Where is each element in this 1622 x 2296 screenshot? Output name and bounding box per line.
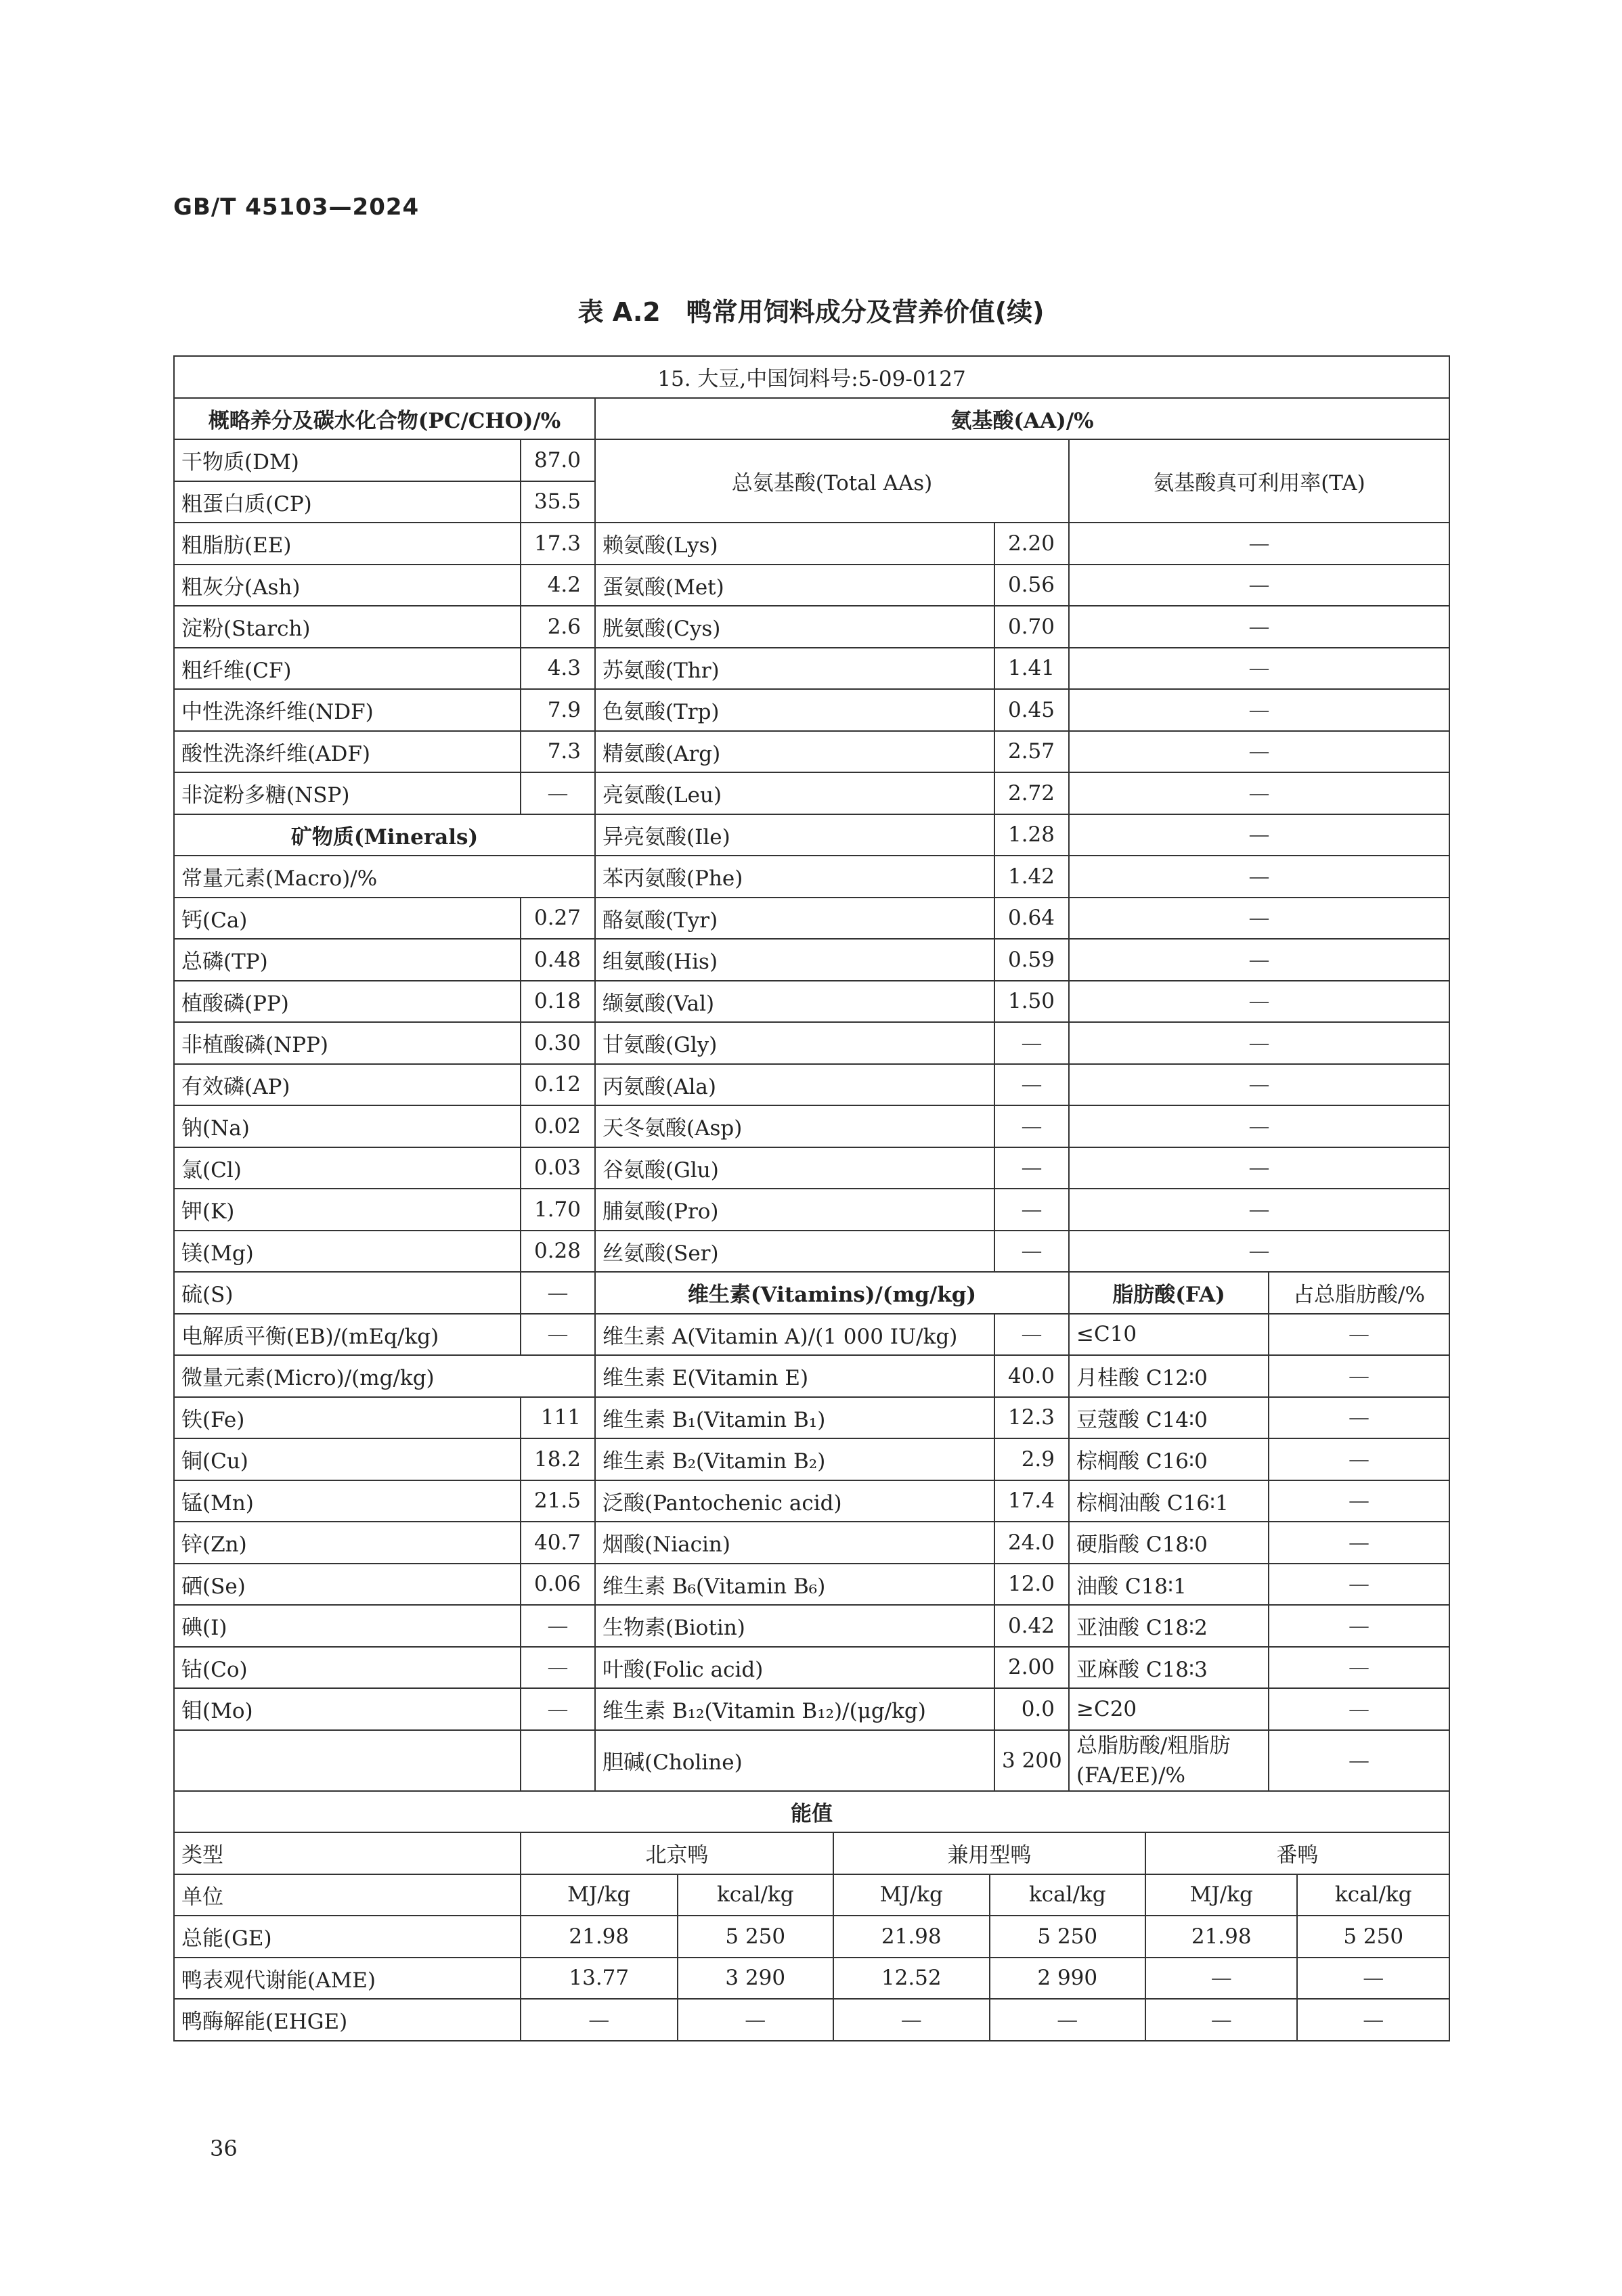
amino-acid-value: 0.64 (994, 898, 1069, 940)
energy-value: 21.98 (833, 1916, 990, 1957)
energy-type-group (521, 1832, 1449, 1874)
mineral-value: 21.5 (521, 1480, 595, 1522)
cp-value: 35.5 (521, 481, 595, 523)
fatty-acid-value: — (1269, 1397, 1449, 1439)
ta-value: — (1069, 523, 1449, 565)
fatty-acid-label: 硬脂酸 C18∶0 (1069, 1522, 1269, 1564)
ta-value: — (1069, 606, 1449, 648)
vitamin-label: 维生素 B₁₂(Vitamin B₁₂)/(μg/kg) (595, 1688, 994, 1730)
table-row (174, 1105, 1449, 1147)
amino-acid-label: 苏氨酸(Thr) (595, 648, 994, 690)
table-row (174, 1647, 1449, 1689)
table-row (174, 1355, 1449, 1397)
mineral-label: 碘(I) (174, 1605, 521, 1647)
duck-type-beijing: 北京鸭 (645, 1843, 709, 1868)
amino-acid-value: 0.59 (994, 939, 1069, 981)
table-row (174, 981, 1449, 1023)
feed-title: 15. 大豆,中国饲料号:5-09-0127 (174, 356, 1449, 398)
amino-acid-label: 色氨酸(Trp) (595, 689, 994, 731)
energy-value: — (588, 2007, 610, 2032)
nutrient-label: 非淀粉多糖(NSP) (174, 772, 521, 814)
fatty-acid-value: — (1269, 1730, 1449, 1791)
nutrient-label: 淀粉(Starch) (174, 606, 521, 648)
nutrient-value: 17.3 (521, 523, 595, 565)
energy-header: 能值 (174, 1791, 1449, 1833)
energy-value: — (1145, 1958, 1297, 1999)
mineral-label: 植酸磷(PP) (174, 981, 521, 1023)
table-row (174, 606, 1449, 648)
vitamin-label: 生物素(Biotin) (595, 1605, 994, 1647)
nutrient-value: — (521, 772, 595, 814)
fatty-acid-value: — (1269, 1522, 1449, 1564)
energy-row-label: 鸭表观代谢能(AME) (174, 1958, 521, 2000)
ta-value: — (1069, 1189, 1449, 1231)
vitamin-value: 2.00 (994, 1647, 1069, 1689)
amino-acid-value: 1.28 (994, 814, 1069, 856)
mineral-label: 硒(Se) (174, 1564, 521, 1606)
unit-cell: MJ/kg (833, 1875, 990, 1916)
mineral-label: 铁(Fe) (174, 1397, 521, 1439)
minerals-header: 矿物质(Minerals) (174, 814, 595, 856)
table-row (174, 1522, 1449, 1564)
table-row (174, 1916, 1449, 1958)
mineral-value: — (521, 1647, 595, 1689)
nutrient-label: 中性洗涤纤维(NDF) (174, 689, 521, 731)
energy-value: 12.52 (833, 1958, 990, 1999)
amino-acid-label: 胱氨酸(Cys) (595, 606, 994, 648)
amino-acid-label: 亮氨酸(Leu) (595, 772, 994, 814)
amino-acid-value: — (994, 1189, 1069, 1231)
unit-label: 单位 (174, 1874, 521, 1916)
amino-acid-label: 丝氨酸(Ser) (595, 1231, 994, 1273)
nutrient-label: 粗纤维(CF) (174, 648, 521, 690)
amino-acid-value: 1.50 (994, 981, 1069, 1023)
mineral-value: — (521, 1272, 595, 1314)
nutrient-value: 2.6 (521, 606, 595, 648)
vitamin-value: — (994, 1314, 1069, 1356)
table-row (174, 1874, 1449, 1916)
mineral-value: 0.12 (521, 1064, 595, 1106)
mineral-label: 钴(Co) (174, 1647, 521, 1689)
table-row (174, 1688, 1449, 1730)
table-row (174, 814, 1449, 856)
mineral-value: 0.30 (521, 1022, 595, 1064)
amino-acid-value: 0.56 (994, 565, 1069, 606)
table-row (174, 772, 1449, 814)
unit-cell: kcal/kg (678, 1875, 834, 1916)
vitamin-label: 烟酸(Niacin) (595, 1522, 994, 1564)
vitamin-label: 维生素 B₂(Vitamin B₂) (595, 1438, 994, 1480)
fatty-acid-label: ≤C10 (1069, 1314, 1269, 1356)
amino-acid-label: 天冬氨酸(Asp) (595, 1105, 994, 1147)
vitamin-value: 2.9 (994, 1438, 1069, 1480)
mineral-label: 钠(Na) (174, 1105, 521, 1147)
nutrient-value: 4.3 (521, 648, 595, 690)
table-row (174, 1314, 1449, 1356)
amino-acid-label: 精氨酸(Arg) (595, 731, 994, 773)
nutrient-value: 7.9 (521, 689, 595, 731)
fatty-acid-value: — (1269, 1480, 1449, 1522)
amino-acid-value: 2.72 (994, 772, 1069, 814)
fatty-acid-label: ≥C20 (1069, 1688, 1269, 1730)
ta-value: — (1069, 648, 1449, 690)
energy-row-label: 总能(GE) (174, 1916, 521, 1958)
energy-value: — (678, 2000, 834, 2040)
amino-acid-value: 2.20 (994, 523, 1069, 565)
energy-values (521, 1958, 1449, 2000)
vitamins-header: 维生素(Vitamins)/(mg/kg) (595, 1272, 1069, 1314)
ta-value: — (1069, 856, 1449, 898)
mineral-value: 40.7 (521, 1522, 595, 1564)
mineral-label: 非植酸磷(NPP) (174, 1022, 521, 1064)
total-aa-header: 总氨基酸(Total AAs) (595, 439, 1069, 523)
amino-acid-value: 0.70 (994, 606, 1069, 648)
duck-type-dual: 兼用型鸭 (833, 1833, 1145, 1874)
amino-acid-label: 苯丙氨酸(Phe) (595, 856, 994, 898)
ta-value: — (1069, 898, 1449, 940)
mineral-label: 有效磷(AP) (174, 1064, 521, 1106)
fatty-acid-value: — (1269, 1438, 1449, 1480)
table-row (174, 1832, 1449, 1874)
pc-header: 概略养分及碳水化合物(PC/CHO)/% (174, 398, 595, 440)
amino-acid-label: 甘氨酸(Gly) (595, 1022, 994, 1064)
vitamin-label: 维生素 B₆(Vitamin B₆) (595, 1564, 994, 1606)
duck-type-muscovy: 番鸭 (1145, 1833, 1449, 1874)
ta-value: — (1069, 939, 1449, 981)
energy-value: — (1297, 2000, 1449, 2040)
amino-acid-label: 脯氨酸(Pro) (595, 1189, 994, 1231)
fatty-acid-label: 棕榈油酸 C16∶1 (1069, 1480, 1269, 1522)
fatty-acid-value: — (1269, 1314, 1449, 1356)
amino-acid-label: 丙氨酸(Ala) (595, 1064, 994, 1106)
amino-acid-value: 1.42 (994, 856, 1069, 898)
table-row (174, 731, 1449, 773)
vitamin-label: 维生素 A(Vitamin A)/(1 000 IU/kg) (595, 1314, 994, 1356)
mineral-value: 0.18 (521, 981, 595, 1023)
mineral-label: 钼(Mo) (174, 1688, 521, 1730)
table-row (174, 1397, 1449, 1439)
aa-header: 氨基酸(AA)/% (595, 398, 1449, 440)
vitamin-value: 3 200 (994, 1730, 1069, 1791)
fa-pct-header: 占总脂肪酸/% (1269, 1272, 1449, 1314)
energy-value: 21.98 (569, 1924, 630, 1949)
fatty-acid-value: — (1269, 1564, 1449, 1606)
mineral-value: 1.70 (521, 1189, 595, 1231)
fatty-acid-label: 豆蔻酸 C14∶0 (1069, 1397, 1269, 1439)
amino-acid-label: 谷氨酸(Glu) (595, 1147, 994, 1189)
ta-value: — (1069, 1147, 1449, 1189)
energy-value: 5 250 (1297, 1916, 1449, 1957)
mineral-label: 钾(K) (174, 1189, 521, 1231)
mineral-value: 0.28 (521, 1231, 595, 1273)
macro-header: 常量元素(Macro)/% (174, 856, 595, 898)
cp-label: 粗蛋白质(CP) (174, 481, 521, 523)
vitamin-value: 24.0 (994, 1522, 1069, 1564)
energy-value: — (1145, 2000, 1297, 2040)
table-row (174, 939, 1449, 981)
fatty-acid-value: — (1269, 1647, 1449, 1689)
mineral-label: 总磷(TP) (174, 939, 521, 981)
nutrient-value: 7.3 (521, 731, 595, 773)
amino-acid-value: — (994, 1105, 1069, 1147)
amino-acid-label: 异亮氨酸(Ile) (595, 814, 994, 856)
mineral-value: 18.2 (521, 1438, 595, 1480)
mineral-label: 钙(Ca) (174, 898, 521, 940)
page-number: 36 (210, 2136, 238, 2161)
table-title: 表 A.2 鸭常用饲料成分及营养价值(续) (577, 297, 1045, 327)
ta-value: — (1069, 1064, 1449, 1106)
table-row (174, 1272, 1449, 1314)
mineral-value: — (521, 1688, 595, 1730)
eb-value: — (521, 1314, 595, 1356)
empty-cell (174, 1730, 521, 1791)
unit-cell: MJ/kg (1145, 1875, 1297, 1916)
amino-acid-value: 0.45 (994, 689, 1069, 731)
table-row (174, 1480, 1449, 1522)
fatty-acid-label: 总脂肪酸/粗脂肪(FA/EE)/% (1069, 1730, 1269, 1791)
mineral-value: — (521, 1605, 595, 1647)
table-row (174, 1564, 1449, 1606)
amino-acid-value: — (994, 1147, 1069, 1189)
fatty-acid-label: 亚麻酸 C18∶3 (1069, 1647, 1269, 1689)
amino-acid-label: 蛋氨酸(Met) (595, 565, 994, 606)
vitamin-label: 胆碱(Choline) (595, 1730, 994, 1791)
eb-label: 电解质平衡(EB)/(mEq/kg) (174, 1314, 521, 1356)
energy-value: 3 290 (678, 1958, 834, 1999)
table-row (174, 1958, 1449, 2000)
amino-acid-value: 2.57 (994, 731, 1069, 773)
vitamin-label: 泛酸(Pantochenic acid) (595, 1480, 994, 1522)
unit-group (521, 1874, 1449, 1916)
mineral-value: 0.06 (521, 1564, 595, 1606)
vitamin-label: 维生素 B₁(Vitamin B₁) (595, 1397, 994, 1439)
ta-value: — (1069, 1022, 1449, 1064)
ta-value: — (1069, 981, 1449, 1023)
mineral-label: 锌(Zn) (174, 1522, 521, 1564)
mineral-label: 镁(Mg) (174, 1231, 521, 1273)
mineral-label: 氯(Cl) (174, 1147, 521, 1189)
ta-value: — (1069, 731, 1449, 773)
table-row (174, 856, 1449, 898)
table-row (174, 1730, 1449, 1791)
empty-cell (521, 1730, 595, 1791)
standard-id: GB/T 45103—2024 (173, 194, 420, 221)
energy-value: 13.77 (569, 1966, 630, 1991)
dm-label: 干物质(DM) (174, 439, 521, 481)
ta-value: — (1069, 1105, 1449, 1147)
table-row (174, 1022, 1449, 1064)
energy-value: — (833, 2000, 990, 2040)
table-row (174, 1231, 1449, 1273)
vitamin-label: 维生素 E(Vitamin E) (595, 1355, 994, 1397)
energy-value: — (990, 2000, 1146, 2040)
unit-cell: kcal/kg (1297, 1875, 1449, 1916)
vitamin-value: 0.42 (994, 1605, 1069, 1647)
amino-acid-value: — (994, 1064, 1069, 1106)
amino-acid-label: 组氨酸(His) (595, 939, 994, 981)
fatty-acid-value: — (1269, 1355, 1449, 1397)
energy-values (521, 1999, 1449, 2041)
amino-acid-label: 酪氨酸(Tyr) (595, 898, 994, 940)
nutrient-label: 酸性洗涤纤维(ADF) (174, 731, 521, 773)
amino-acid-value: — (994, 1022, 1069, 1064)
vitamin-value: 40.0 (994, 1355, 1069, 1397)
energy-value: 5 250 (678, 1916, 834, 1957)
energy-value: 21.98 (1145, 1916, 1297, 1957)
fatty-acid-value: — (1269, 1605, 1449, 1647)
table-row (174, 898, 1449, 940)
energy-row-label: 鸭酶解能(EHGE) (174, 1999, 521, 2041)
ta-value: — (1069, 814, 1449, 856)
table-row (174, 689, 1449, 731)
table-row (174, 1791, 1449, 1833)
mineral-value: 0.02 (521, 1105, 595, 1147)
table-row (174, 1605, 1449, 1647)
mineral-value: 0.27 (521, 898, 595, 940)
vitamin-label: 叶酸(Folic acid) (595, 1647, 994, 1689)
vitamin-value: 12.3 (994, 1397, 1069, 1439)
table-row (174, 1064, 1449, 1106)
mineral-label: 锰(Mn) (174, 1480, 521, 1522)
energy-value: 2 990 (990, 1958, 1146, 1999)
vitamin-value: 12.0 (994, 1564, 1069, 1606)
mineral-value: 0.48 (521, 939, 595, 981)
table-row (174, 565, 1449, 606)
energy-values (521, 1916, 1449, 1958)
feed-table (173, 355, 1450, 2041)
mineral-value: 0.03 (521, 1147, 595, 1189)
amino-acid-label: 赖氨酸(Lys) (595, 523, 994, 565)
ta-header: 氨基酸真可利用率(TA) (1069, 439, 1449, 523)
table-row (174, 1999, 1449, 2041)
amino-acid-value: — (994, 1231, 1069, 1273)
energy-type-label: 类型 (174, 1832, 521, 1874)
amino-acid-label: 缬氨酸(Val) (595, 981, 994, 1023)
energy-value: — (1297, 1958, 1449, 1999)
vitamin-value: 0.0 (994, 1688, 1069, 1730)
vitamin-value: 17.4 (994, 1480, 1069, 1522)
mineral-label: 铜(Cu) (174, 1438, 521, 1480)
amino-acid-value: 1.41 (994, 648, 1069, 690)
fatty-acid-value: — (1269, 1688, 1449, 1730)
fatty-acid-label: 油酸 C18∶1 (1069, 1564, 1269, 1606)
table-row (174, 648, 1449, 690)
table-row (174, 1438, 1449, 1480)
fatty-acid-label: 月桂酸 C12∶0 (1069, 1355, 1269, 1397)
micro-header: 微量元素(Micro)/(mg/kg) (174, 1355, 595, 1397)
energy-value: 5 250 (990, 1916, 1146, 1957)
mineral-label: 硫(S) (174, 1272, 521, 1314)
dm-value: 87.0 (521, 439, 595, 481)
ta-value: — (1069, 772, 1449, 814)
fatty-acid-label: 棕榈酸 C16∶0 (1069, 1438, 1269, 1480)
unit-cell: kcal/kg (990, 1875, 1146, 1916)
fa-header: 脂肪酸(FA) (1069, 1272, 1269, 1314)
ta-value: — (1069, 1231, 1449, 1273)
table-row (174, 1147, 1449, 1189)
nutrient-label: 粗脂肪(EE) (174, 523, 521, 565)
unit-cell: MJ/kg (567, 1882, 631, 1907)
nutrient-value: 4.2 (521, 565, 595, 606)
nutrient-label: 粗灰分(Ash) (174, 565, 521, 606)
ta-value: — (1069, 689, 1449, 731)
mineral-value: 111 (521, 1397, 595, 1439)
table-row (174, 1189, 1449, 1231)
fatty-acid-label: 亚油酸 C18∶2 (1069, 1605, 1269, 1647)
table-row (174, 523, 1449, 565)
ta-value: — (1069, 565, 1449, 606)
